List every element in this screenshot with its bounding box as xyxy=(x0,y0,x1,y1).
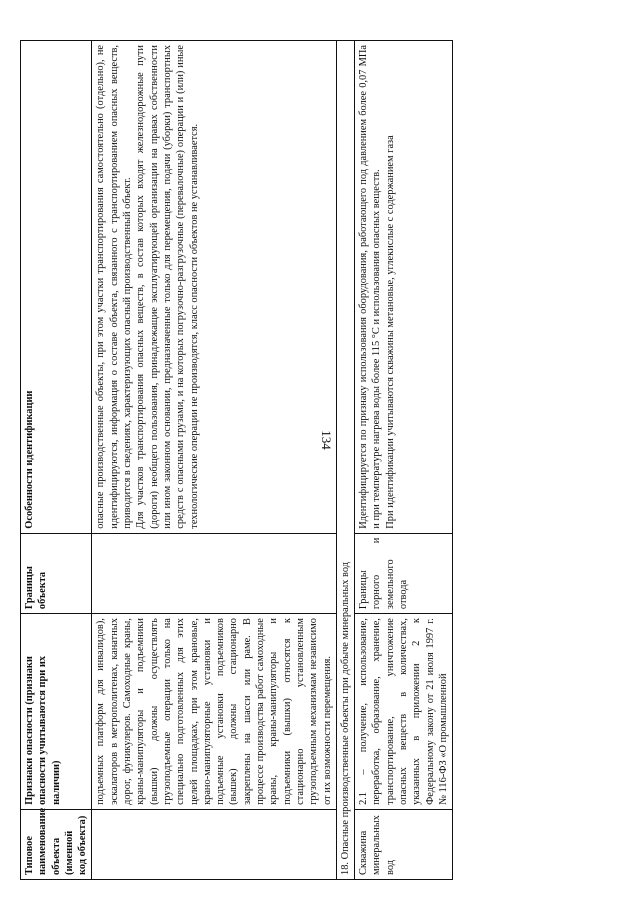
cell-identification: Идентифицируется по признаку использования оборудования, работающего под давлением более 0,07 МПа и при температуре нагрева воды более 115 °С и использования опасных веществ. При идентификации учитываются скважины метановые, углекислые с содержанием газа xyxy=(355,41,453,534)
header-hazard-signs: Признаки опасности (признаки опасности учитываются при их наличии) xyxy=(21,614,92,810)
table-row xyxy=(92,41,336,880)
rotated-page-content xyxy=(20,20,640,880)
cell-object-type: Скважина минеральных вод xyxy=(355,809,453,879)
cell-boundaries: Границы горного и земельного отвода xyxy=(355,533,453,613)
cell-object-type xyxy=(92,809,336,879)
page-number: 134 xyxy=(318,430,334,450)
cell-identification: опасные производственные объекты, при этом участки транспортирования самостоятельно (отдельно), не идентифицируются, информация о составе объекта, связанного с транспортированием опасных веществ, приводится в сведениях, характеризующих опасный производственный объект. Для участков транспортирования опасных веществ, в состав которых входят железнодорожные пути (дороги) необщего пользования, принадлежащие эксплуатирующей организации на правах собственности или ином законном основании, предназначенные только для перемещения, подачи (уборки) транспортных средств с опасными грузами, и на которых погрузочно-разгрузочные (перевалочные) операции и (или) иные технологические операции не производятся, класс опасности объектов не устанавливается. xyxy=(92,41,336,534)
table-header-row xyxy=(21,41,92,880)
section-title-row xyxy=(336,41,354,880)
identification-table xyxy=(20,40,453,880)
cell-boundaries xyxy=(92,533,336,613)
header-object-boundaries: Границы объекта xyxy=(21,533,92,613)
header-identification-features: Особенности идентификации xyxy=(21,41,92,534)
section-title: 18. Опасные производственные объекты при добыче минеральных вод xyxy=(336,41,354,880)
header-object-type: Типовое наименование объекта (именной код объекта) xyxy=(21,809,92,879)
table-row xyxy=(355,41,453,880)
cell-hazard-signs: подъемных платформ для инвалидов), эскалаторов в метрополитенах, канатных дорог, фуникулеров. Самоходные краны, краны-манипуляторы и подъемники (вышки) должны осуществлять грузоподъемные операции только на специально подготовленных для этих целей площадках, при этом крановые, крано-манипуляторные установки и подъемные установки подъемников (вышек) должны стационарно закреплены на шасси или раме. В процессе производства работ самоходные краны, краны-манипуляторы и подъемники (вышки) относятся к стационарно установленным грузоподъемным механизмам независимо от их возможности перемещения. xyxy=(92,614,336,810)
cell-hazard-signs: 2.1 – получение, использование, переработка, образование, хранение, транспортирование, уничтожение опасных веществ в количествах, указанных в приложении 2 к Федеральному закону от 21 июля 1997 г. № 116-ФЗ «О промышленной xyxy=(355,614,453,810)
